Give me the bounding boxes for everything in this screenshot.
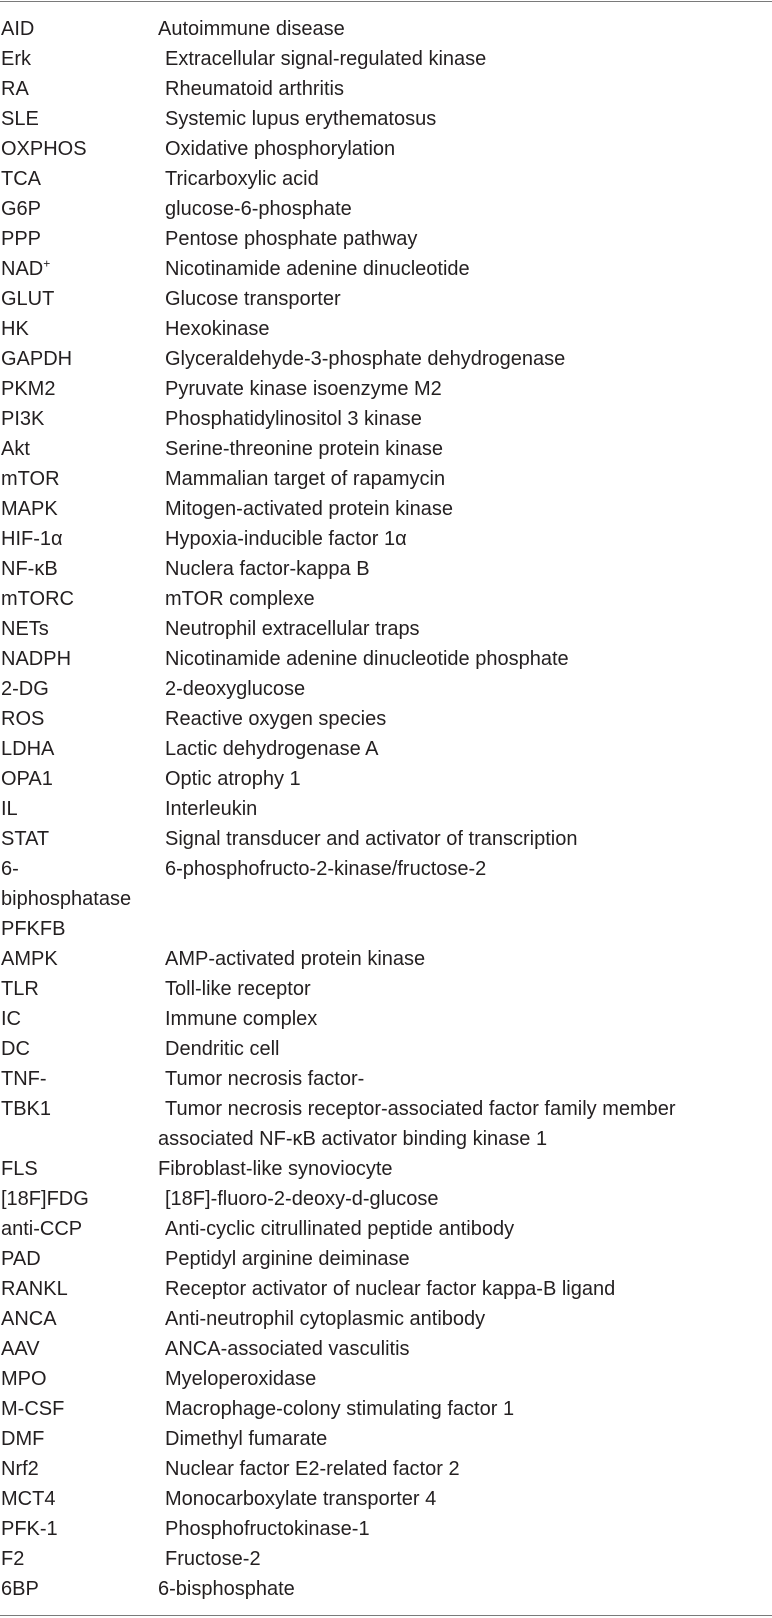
abbreviation-term-text: ANCA bbox=[1, 1308, 57, 1330]
table-row bbox=[0, 194, 772, 224]
table-row bbox=[0, 644, 772, 674]
abbreviation-definition: Nicotinamide adenine dinucleotide bbox=[165, 258, 470, 280]
abbreviation-term-text: ROS bbox=[1, 708, 45, 730]
table-row bbox=[0, 794, 772, 824]
table-row bbox=[0, 1334, 772, 1364]
abbreviation-term bbox=[1, 1424, 44, 1454]
abbreviation-term-text: Nrf2 bbox=[1, 1458, 39, 1480]
table-row bbox=[0, 524, 772, 554]
abbreviation-definition: Phosphatidylinositol 3 kinase bbox=[165, 408, 422, 430]
abbreviation-definition: Anti-neutrophil cytoplasmic antibody bbox=[165, 1308, 486, 1330]
abbreviation-definition: Anti-cyclic citrullinated peptide antibody bbox=[165, 1218, 515, 1240]
abbreviation-term-text: GAPDH bbox=[1, 348, 73, 370]
table-row bbox=[0, 854, 772, 944]
abbreviation-definition: Tumor necrosis receptor-associated factor family member associated NF-κB activator binding kinase 1 bbox=[158, 1098, 676, 1150]
abbreviation-definition: Nuclera factor-kappa B bbox=[165, 558, 370, 580]
abbreviation-term-text: NADPH bbox=[1, 648, 72, 670]
abbreviation-term-text: OXPHOS bbox=[1, 138, 87, 160]
abbreviation-term bbox=[1, 14, 34, 44]
table-row bbox=[0, 704, 772, 734]
abbreviation-term bbox=[1, 554, 58, 584]
abbreviation-definition: Toll-like receptor bbox=[165, 978, 311, 1000]
abbreviation-definition: Phosphofructokinase-1 bbox=[165, 1518, 370, 1540]
abbreviation-term-text: TBK1 bbox=[1, 1098, 52, 1120]
abbreviation-term-text: PPP bbox=[1, 228, 42, 250]
abbreviation-term bbox=[1, 1574, 39, 1604]
table-row bbox=[0, 224, 772, 254]
abbreviation-term bbox=[1, 1154, 38, 1184]
abbreviation-definition: AMP-activated protein kinase bbox=[165, 948, 426, 970]
table-row bbox=[0, 1394, 772, 1424]
abbreviation-definition: Myeloperoxidase bbox=[165, 1368, 317, 1390]
abbreviation-term bbox=[1, 104, 39, 134]
abbreviation-term bbox=[1, 734, 54, 764]
abbreviation-definition: Dendritic cell bbox=[165, 1038, 280, 1060]
abbreviation-definition: Nuclear factor E2-related factor 2 bbox=[165, 1458, 460, 1480]
table-row bbox=[0, 1574, 772, 1604]
table-row bbox=[0, 344, 772, 374]
table-row bbox=[0, 1304, 772, 1334]
abbreviation-term-text: GLUT bbox=[1, 288, 55, 310]
table-row bbox=[0, 314, 772, 344]
table-row bbox=[0, 1544, 772, 1574]
abbreviation-term-text: SLE bbox=[1, 108, 39, 130]
abbreviation-term bbox=[1, 1094, 51, 1124]
abbreviation-term-text: HIF-1α bbox=[1, 528, 63, 550]
table-row bbox=[0, 1484, 772, 1514]
abbreviation-term bbox=[1, 1184, 89, 1214]
abbreviation-term-text: [18F]FDG bbox=[1, 1188, 89, 1210]
abbreviation-term-text: Erk bbox=[1, 48, 31, 70]
abbreviation-term-text: TNF- bbox=[1, 1068, 47, 1090]
abbreviation-term-text: RA bbox=[1, 78, 29, 100]
abbreviation-definition: 6-phosphofructo-2-kinase/fructose-2 bbox=[165, 858, 487, 880]
abbreviation-definition: 6-bisphosphate bbox=[158, 1578, 295, 1600]
abbreviation-term-text: MAPK bbox=[1, 498, 58, 520]
abbreviation-term-text: AID bbox=[1, 18, 35, 40]
abbreviation-definition: Tricarboxylic acid bbox=[165, 168, 319, 190]
abbreviation-term-text: mTORC bbox=[1, 588, 74, 610]
abbreviation-term bbox=[1, 1484, 55, 1514]
abbreviation-term bbox=[1, 1004, 21, 1034]
abbreviation-term bbox=[1, 434, 30, 464]
table-row bbox=[0, 44, 772, 74]
abbreviation-term-text: PFK-1 bbox=[1, 1518, 58, 1540]
table-row bbox=[0, 464, 772, 494]
abbreviation-definition: Hypoxia-inducible factor 1α bbox=[165, 528, 407, 550]
abbreviation-term bbox=[1, 164, 41, 194]
abbreviation-term bbox=[1, 404, 44, 434]
abbreviations-table bbox=[0, 14, 772, 1604]
abbreviation-term-text: DMF bbox=[1, 1428, 45, 1450]
abbreviation-definition: Hexokinase bbox=[165, 318, 270, 340]
table-bottom-rule bbox=[0, 1615, 772, 1616]
abbreviation-term-text: STAT bbox=[1, 828, 50, 850]
abbreviation-term-text: PKM2 bbox=[1, 378, 56, 400]
table-row bbox=[0, 254, 772, 284]
abbreviation-definition: Fibroblast-like synoviocyte bbox=[158, 1158, 393, 1180]
table-row bbox=[0, 434, 772, 464]
table-row bbox=[0, 74, 772, 104]
table-row bbox=[0, 974, 772, 1004]
table-row bbox=[0, 1424, 772, 1454]
abbreviation-term bbox=[1, 284, 54, 314]
abbreviation-definition: Peptidyl arginine deiminase bbox=[165, 1248, 410, 1270]
abbreviation-term bbox=[1, 254, 50, 284]
abbreviation-definition: Autoimmune disease bbox=[158, 18, 345, 40]
abbreviation-term bbox=[1, 314, 29, 344]
abbreviation-term-text: IC bbox=[1, 1008, 21, 1030]
abbreviation-term-text: MPO bbox=[1, 1368, 47, 1390]
table-row bbox=[0, 1094, 772, 1154]
abbreviation-definition: Reactive oxygen species bbox=[165, 708, 387, 730]
abbreviation-definition: Tumor necrosis factor- bbox=[165, 1068, 365, 1090]
abbreviation-term-text: 6- biphosphatase PFKFB bbox=[1, 858, 132, 940]
abbreviation-term-text: TCA bbox=[1, 168, 41, 190]
abbreviation-term-text: mTOR bbox=[1, 468, 60, 490]
abbreviation-definition: 2-deoxyglucose bbox=[165, 678, 306, 700]
abbreviation-term-text: anti-CCP bbox=[1, 1218, 83, 1240]
abbreviation-term-text: 6BP bbox=[1, 1578, 39, 1600]
abbreviation-term-text: DC bbox=[1, 1038, 30, 1060]
abbreviation-term-text: FLS bbox=[1, 1158, 38, 1180]
abbreviation-term bbox=[1, 44, 31, 74]
abbreviation-term bbox=[1, 194, 41, 224]
table-row bbox=[0, 584, 772, 614]
abbreviation-term-text: PI3K bbox=[1, 408, 45, 430]
abbreviation-term bbox=[1, 1514, 58, 1544]
abbreviation-term bbox=[1, 824, 49, 854]
abbreviation-definition: Oxidative phosphorylation bbox=[165, 138, 396, 160]
abbreviation-term bbox=[1, 344, 72, 374]
abbreviation-definition: Lactic dehydrogenase A bbox=[165, 738, 379, 760]
abbreviation-term-text: LDHA bbox=[1, 738, 55, 760]
table-row bbox=[0, 1184, 772, 1214]
abbreviation-term bbox=[1, 644, 71, 674]
abbreviation-term bbox=[1, 1304, 57, 1334]
abbreviation-term-text: IL bbox=[1, 798, 18, 820]
abbreviation-term bbox=[1, 794, 18, 824]
abbreviation-definition: [18F]-fluoro-2-deoxy-d-glucose bbox=[165, 1188, 439, 1210]
abbreviation-definition: Monocarboxylate transporter 4 bbox=[165, 1488, 437, 1510]
abbreviation-term bbox=[1, 1454, 39, 1484]
table-row bbox=[0, 734, 772, 764]
abbreviation-term bbox=[1, 1544, 24, 1574]
abbreviation-definition: Receptor activator of nuclear factor kappa-B ligand bbox=[165, 1278, 616, 1300]
table-row bbox=[0, 944, 772, 974]
table-row bbox=[0, 164, 772, 194]
abbreviation-definition: Rheumatoid arthritis bbox=[165, 78, 344, 100]
abbreviation-term-text: M-CSF bbox=[1, 1398, 65, 1420]
abbreviation-term bbox=[1, 974, 39, 1004]
abbreviation-term-text: NAD bbox=[1, 258, 44, 280]
abbreviation-term bbox=[1, 764, 53, 794]
abbreviation-definition: glucose-6-phosphate bbox=[165, 198, 352, 220]
table-row bbox=[0, 554, 772, 584]
abbreviation-definition: Extracellular signal-regulated kinase bbox=[165, 48, 487, 70]
abbreviation-definition: Pentose phosphate pathway bbox=[165, 228, 418, 250]
table-row bbox=[0, 134, 772, 164]
abbreviation-term bbox=[1, 674, 49, 704]
abbreviation-term bbox=[1, 944, 58, 974]
abbreviation-term bbox=[1, 1244, 41, 1274]
abbreviation-term bbox=[1, 134, 87, 164]
abbreviation-term bbox=[1, 1334, 40, 1364]
table-row bbox=[0, 1154, 772, 1184]
abbreviation-definition: Macrophage-colony stimulating factor 1 bbox=[165, 1398, 515, 1420]
abbreviation-term-text: NETs bbox=[1, 618, 49, 640]
abbreviation-definition: Mammalian target of rapamycin bbox=[165, 468, 446, 490]
abbreviation-term bbox=[1, 1064, 47, 1094]
abbreviation-term bbox=[1, 74, 29, 104]
table-row bbox=[0, 494, 772, 524]
abbreviation-term-text: PAD bbox=[1, 1248, 41, 1270]
abbreviation-term bbox=[1, 1364, 47, 1394]
table-row bbox=[0, 104, 772, 134]
abbreviation-definition: mTOR complexe bbox=[165, 588, 315, 610]
table-row bbox=[0, 374, 772, 404]
abbreviation-term-text: HK bbox=[1, 318, 29, 340]
abbreviation-term bbox=[1, 224, 41, 254]
abbreviation-definition: Fructose-2 bbox=[165, 1548, 261, 1570]
table-row bbox=[0, 1514, 772, 1544]
abbreviation-definition: Systemic lupus erythematosus bbox=[165, 108, 437, 130]
table-top-rule bbox=[0, 1, 772, 2]
abbreviation-term bbox=[1, 1034, 30, 1064]
abbreviation-definition: ANCA-associated vasculitis bbox=[165, 1338, 410, 1360]
abbreviation-definition: Signal transducer and activator of transcription bbox=[165, 828, 578, 850]
abbreviation-definition: Immune complex bbox=[165, 1008, 318, 1030]
table-row bbox=[0, 1454, 772, 1484]
abbreviation-definition: Glyceraldehyde-3-phosphate dehydrogenase bbox=[165, 348, 566, 370]
abbreviation-term bbox=[1, 494, 58, 524]
abbreviation-term-text: MCT4 bbox=[1, 1488, 56, 1510]
abbreviation-term bbox=[1, 464, 60, 494]
abbreviation-definition: Pyruvate kinase isoenzyme M2 bbox=[165, 378, 442, 400]
abbreviation-definition: Interleukin bbox=[165, 798, 258, 820]
abbreviation-term bbox=[1, 1274, 68, 1304]
table-row bbox=[0, 1244, 772, 1274]
abbreviation-definition: Nicotinamide adenine dinucleotide phosphate bbox=[165, 648, 569, 670]
table-row bbox=[0, 1214, 772, 1244]
abbreviation-term-text: AAV bbox=[1, 1338, 40, 1360]
abbreviation-term bbox=[1, 854, 131, 944]
abbreviation-term-text: 2-DG bbox=[1, 678, 49, 700]
table-row bbox=[0, 1034, 772, 1064]
abbreviation-term-text: RANKL bbox=[1, 1278, 68, 1300]
abbreviation-definition: Dimethyl fumarate bbox=[165, 1428, 328, 1450]
abbreviation-term bbox=[1, 374, 55, 404]
abbreviation-term-text: G6P bbox=[1, 198, 42, 220]
table-row bbox=[0, 674, 772, 704]
abbreviation-term-text: TLR bbox=[1, 978, 39, 1000]
abbreviation-definition: Neutrophil extracellular traps bbox=[165, 618, 420, 640]
table-row bbox=[0, 1064, 772, 1094]
table-row bbox=[0, 614, 772, 644]
abbreviation-term bbox=[1, 524, 63, 554]
abbreviation-term-text: F2 bbox=[1, 1548, 25, 1570]
abbreviation-definition: Optic atrophy 1 bbox=[165, 768, 301, 790]
abbreviation-term bbox=[1, 584, 74, 614]
table-row bbox=[0, 1364, 772, 1394]
table-row bbox=[0, 764, 772, 794]
abbreviation-definition: Mitogen-activated protein kinase bbox=[165, 498, 453, 520]
table-row bbox=[0, 14, 772, 44]
abbreviation-term bbox=[1, 614, 49, 644]
abbreviation-definition: Serine-threonine protein kinase bbox=[165, 438, 443, 460]
abbreviation-term-text: NF-κB bbox=[1, 558, 58, 580]
table-row bbox=[0, 1274, 772, 1304]
abbreviation-term bbox=[1, 1394, 64, 1424]
abbreviation-term-text: Akt bbox=[1, 438, 30, 460]
table-row bbox=[0, 1004, 772, 1034]
table-row bbox=[0, 824, 772, 854]
abbreviation-term-text: AMPK bbox=[1, 948, 58, 970]
abbreviation-term bbox=[1, 1214, 82, 1244]
abbreviation-term bbox=[1, 704, 44, 734]
superscript: + bbox=[43, 256, 51, 271]
table-row bbox=[0, 284, 772, 314]
table-row bbox=[0, 404, 772, 434]
abbreviation-definition: Glucose transporter bbox=[165, 288, 341, 310]
abbreviation-term-text: OPA1 bbox=[1, 768, 53, 790]
